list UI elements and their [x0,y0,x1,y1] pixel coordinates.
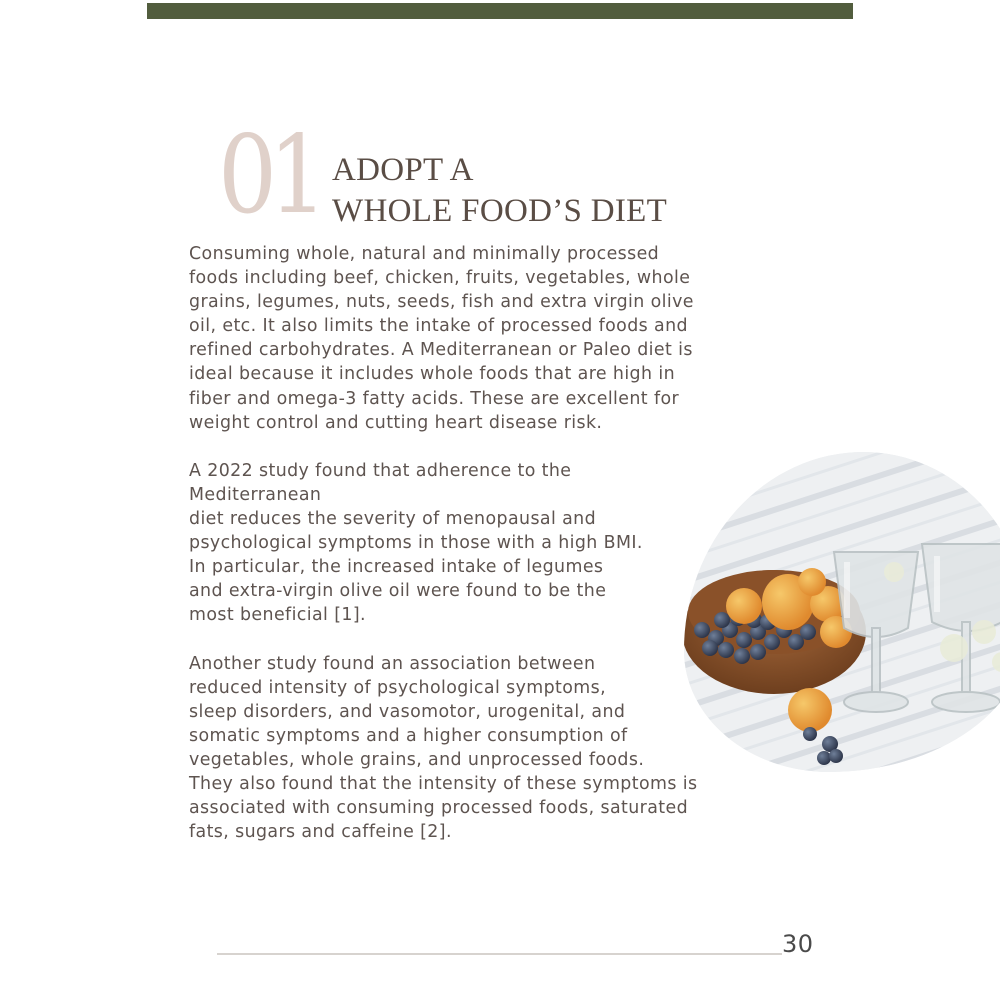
page-number: 30 [782,930,814,958]
text-line: somatic symptoms and a higher consumption of [189,725,628,746]
text-line: diet reduces the severity of menopausal and [189,509,597,530]
text-line: Mediterranean [189,484,322,505]
text-line: sleep disorders, and vasomotor, urogenital, and [189,701,626,722]
text-line: psychological symptoms in those with a high BMI. [189,533,643,554]
text-line: In particular, the increased intake of legumes [189,557,604,578]
text-line: most beneficial [1]. [189,605,366,626]
text-line: A 2022 study found that adherence to the [189,460,572,481]
chapter-title-line-2: WHOLE FOOD’S DIET [332,193,668,229]
text-line: refined carbohydrates. A Mediterranean or Paleo diet is [189,340,693,361]
text-line: grains, legumes, nuts, seeds, fish and extra virgin olive [189,292,694,313]
text-line: ideal because it includes whole foods that are high in [189,364,675,385]
text-line: foods including beef, chicken, fruits, vegetables, whole [189,268,691,289]
text-line: Another study found an association between [189,653,596,674]
text-line: fiber and omega-3 fatty acids. These are excellent for [189,388,680,409]
text-line: reduced intensity of psychological symptoms, [189,677,607,698]
body-text [189,242,759,868]
paragraph-3 [189,652,759,845]
text-line: fats, sugars and caffeine [2]. [189,822,452,843]
text-line: vegetables, whole grains, and unprocessed foods. [189,749,645,770]
text-line: and extra-virgin olive oil were found to be the [189,581,607,602]
text-line: They also found that the intensity of these symptoms is [189,774,698,795]
chapter-number: 01 [218,113,319,238]
top-accent-bar [147,3,853,19]
chapter-title [332,150,667,232]
chapter-title-line-1: ADOPT A [332,152,474,188]
text-line: weight control and cutting heart disease risk. [189,412,603,433]
paragraph-2 [189,459,759,628]
footer-divider [217,953,782,955]
text-line: Consuming whole, natural and minimally processed [189,244,660,264]
text-line: associated with consuming processed foods, saturated [189,798,689,819]
text-line: oil, etc. It also limits the intake of processed foods and [189,316,688,337]
paragraph-1 [189,242,759,435]
